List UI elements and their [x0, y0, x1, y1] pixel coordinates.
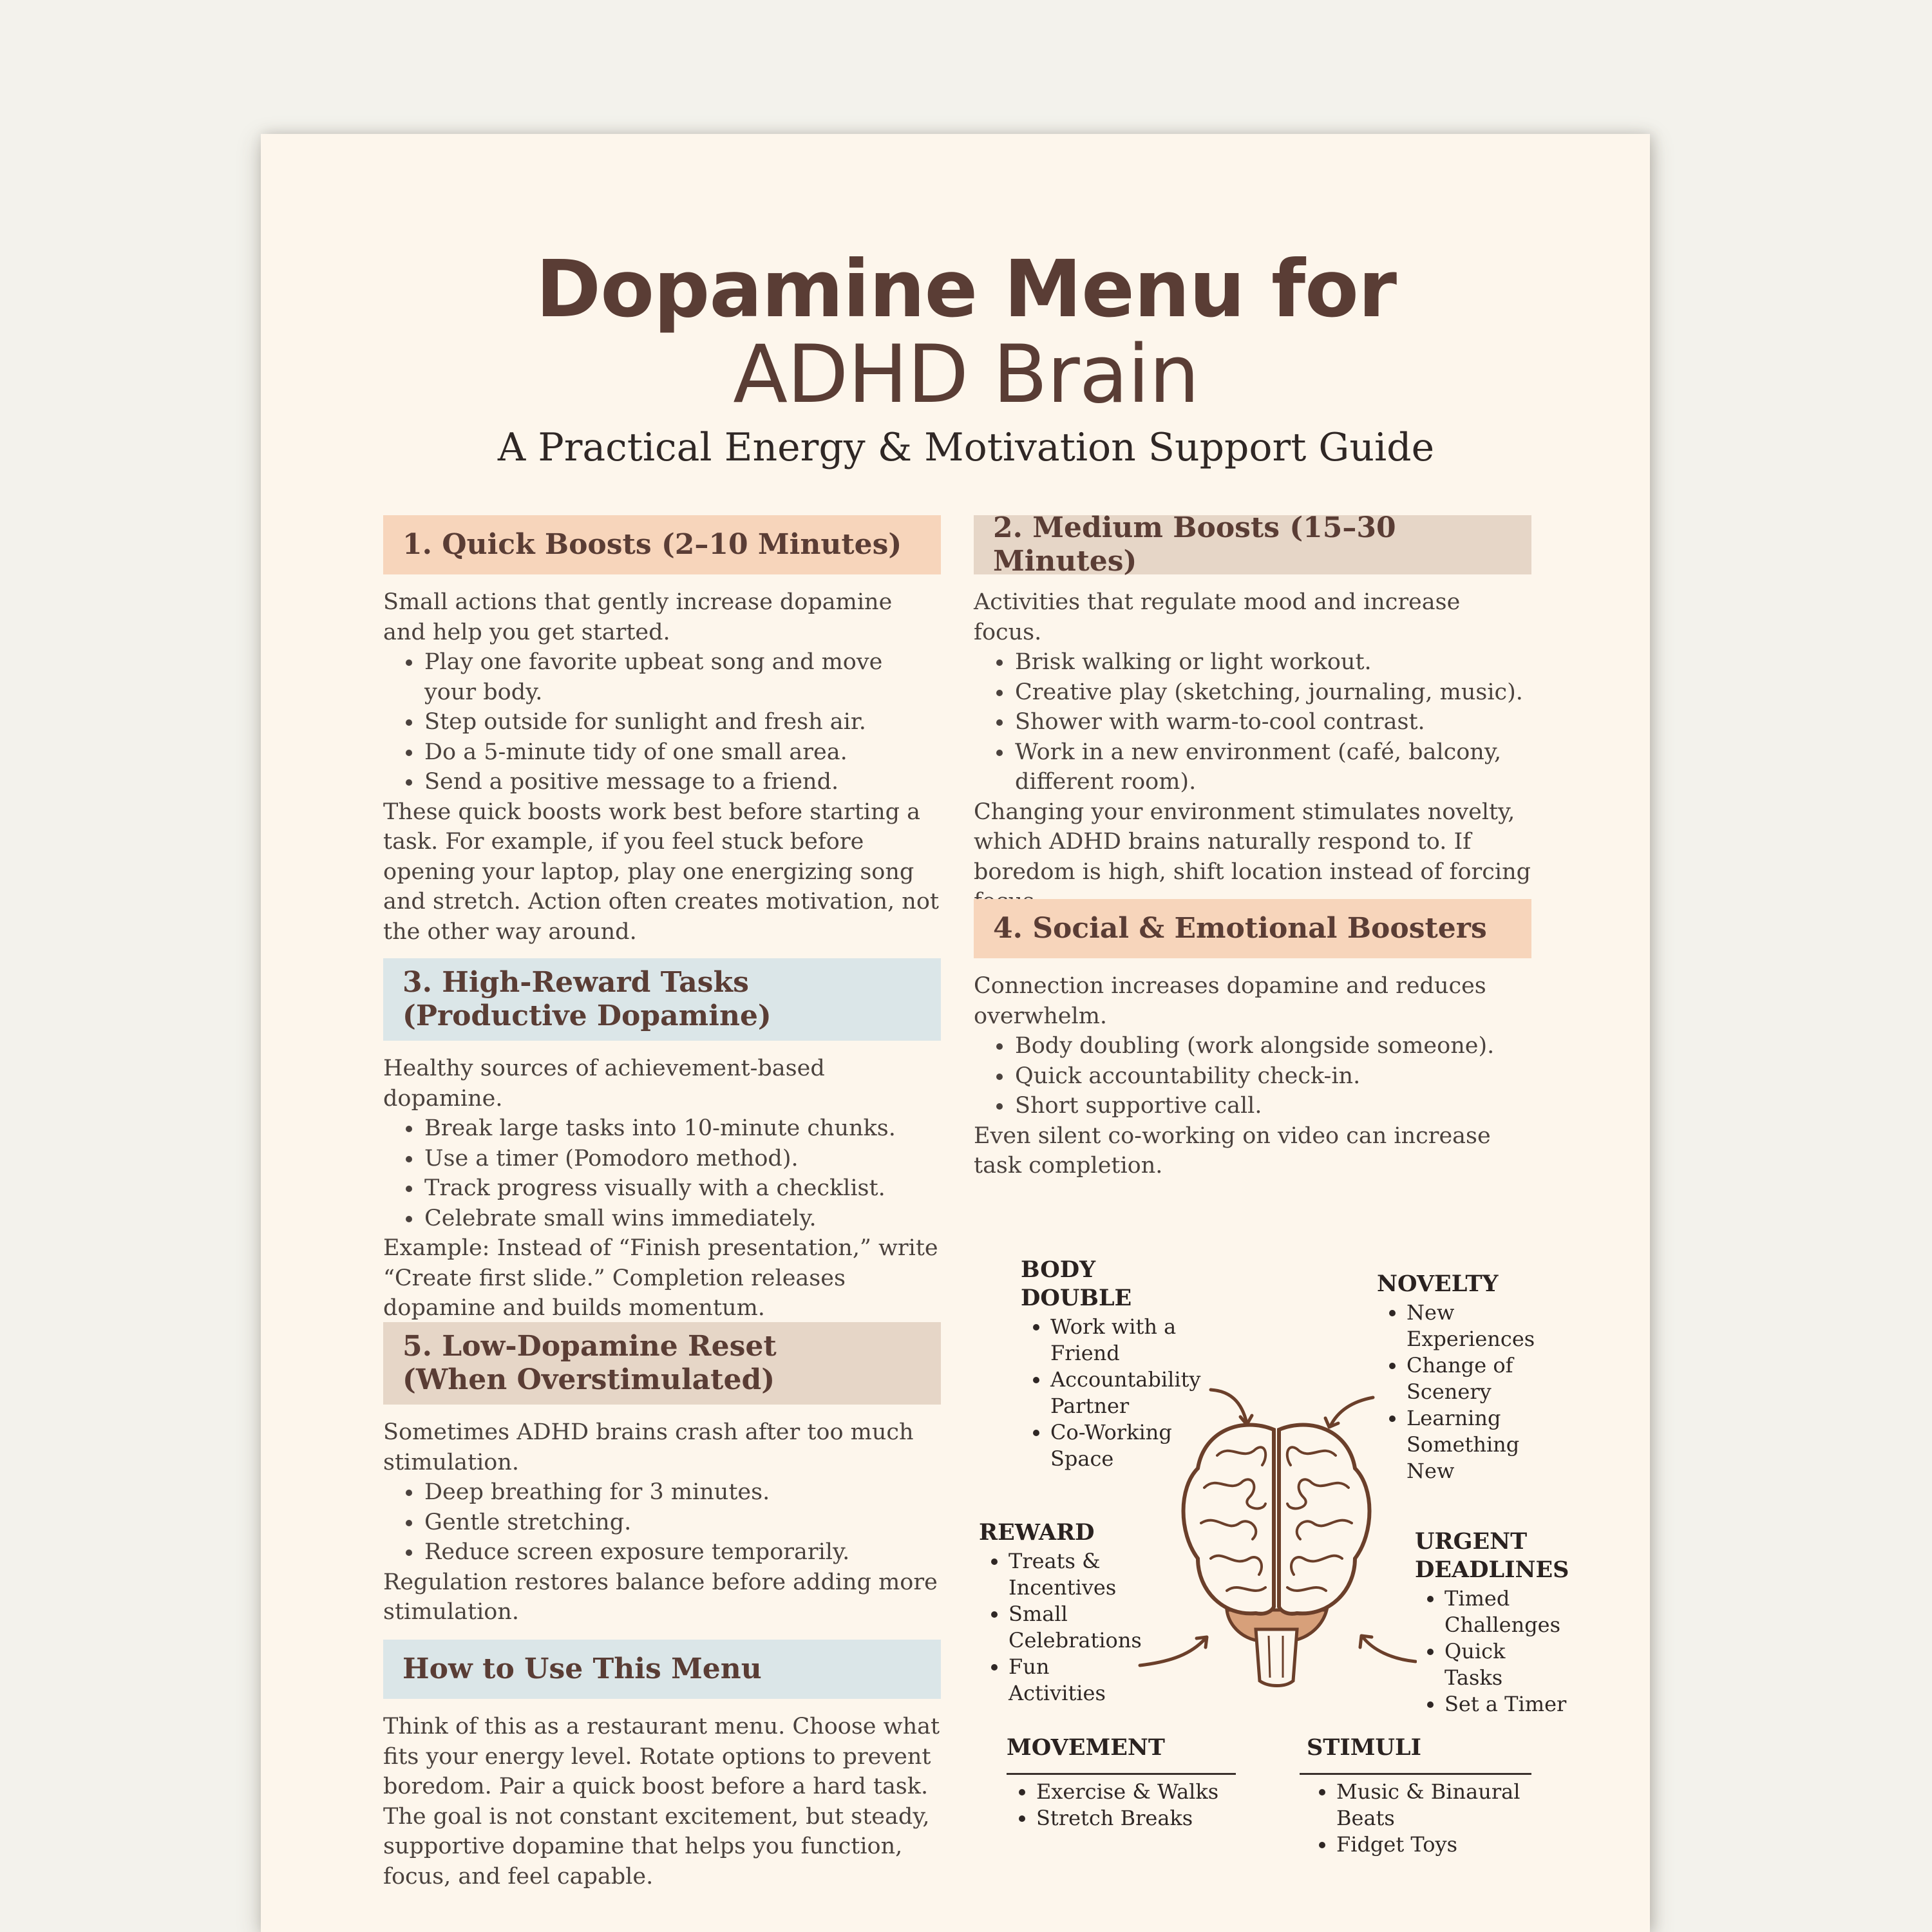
list-item: • Short supportive call. — [1014, 1091, 1531, 1121]
section-intro: Healthy sources of achievement-based dopamine. — [383, 1056, 825, 1112]
heading-line-1: 5. Low-Dopamine Reset — [402, 1330, 777, 1363]
heading-line-2: (Productive Dopamine) — [402, 999, 772, 1032]
list-item: • Brisk walking or light workout. — [1014, 647, 1531, 677]
list-item: • Treats & Incentives — [1009, 1548, 1146, 1601]
title-line-2: ADHD Brain — [733, 328, 1199, 421]
list-item: • Track progress visually with a checklist. — [423, 1173, 941, 1204]
list-item: • Celebrate small wins immediately. — [423, 1204, 941, 1234]
list-item: • Use a timer (Pomodoro method). — [423, 1144, 941, 1174]
list-item: • Accountability Partner — [1050, 1367, 1214, 1419]
diagram-heading-2: DEADLINES — [1415, 1557, 1569, 1583]
bullet-list — [974, 1031, 1531, 1121]
heading-line-1: 3. High-Reward Tasks — [402, 966, 749, 999]
list-item: • Stretch Breaks — [1036, 1805, 1251, 1832]
list-item: • Shower with warm-to-cool contrast. — [1014, 707, 1531, 737]
section-how-to-use — [383, 1640, 956, 1891]
list-item: • Learning Something New — [1406, 1405, 1538, 1484]
list-item: • Fun Activities — [1009, 1654, 1146, 1707]
section-intro: Activities that regulate mood and increase focus. — [974, 589, 1461, 645]
list-item: • Reduce screen exposure temporarily. — [423, 1537, 941, 1567]
list-item: • Step outside for sunlight and fresh air. — [423, 707, 941, 737]
list-item: • Music & Binaural Beats — [1336, 1779, 1564, 1832]
list-item: • Exercise & Walks — [1036, 1779, 1251, 1805]
section-text: Think of this as a restaurant menu. Choose what fits your energy level. Rotate options to prevent boredom. Pair a quick boost before a hard task. The goal is not constant excitement, but steady, supportive dopamine that helps you function, focus, and feel capable. — [383, 1714, 940, 1889]
section-medium-boosts — [974, 511, 1531, 917]
list-item: • Break large tasks into 10-minute chunks. — [423, 1113, 941, 1144]
section-heading — [383, 1322, 941, 1405]
section-outro: Regulation restores balance before adding more stimulation. — [383, 1569, 938, 1625]
section-heading: 1. Quick Boosts (2–10 Minutes) — [383, 515, 941, 574]
section-high-reward — [383, 958, 941, 1323]
section-outro: Changing your environment stimulates novelty, which ADHD brains naturally respond to. If boredom is high, shift location instead of forcing — [974, 799, 1531, 885]
section-heading: How to Use This Menu — [383, 1640, 941, 1699]
diagram-heading: STIMULI — [1307, 1734, 1421, 1761]
diagram-heading: REWARD — [979, 1519, 1095, 1546]
movement-divider — [1007, 1773, 1236, 1775]
section-quick-boosts — [383, 515, 941, 947]
list-item: • Change of Scenery — [1406, 1352, 1538, 1405]
diagram-heading-1: URGENT — [1415, 1528, 1528, 1555]
section-outro: Example: Instead of “Finish presentation,” write “Create first slide.” Completion releases dopamine and builds momentum. — [383, 1235, 938, 1321]
section-intro: Small actions that gently increase dopamine and help you get started. — [383, 589, 893, 645]
list-item: • Body doubling (work alongside someone). — [1014, 1031, 1531, 1061]
section-heading: 2. Medium Boosts (15–30 Minutes) — [974, 515, 1531, 574]
section-social-emotional — [974, 899, 1531, 1181]
section-body — [974, 587, 1531, 917]
list-item: • Gentle stretching. — [423, 1508, 941, 1538]
list-item: • Co-Working Space — [1050, 1419, 1214, 1472]
list-item: • Send a positive message to a friend. — [423, 767, 941, 797]
diagram-reward — [979, 1519, 1146, 1707]
diagram-heading: MOVEMENT — [1007, 1734, 1165, 1761]
brain-icon — [1133, 1378, 1417, 1694]
diagram-urgent-deadlines — [1415, 1528, 1569, 1718]
list-item: • Fidget Toys — [1336, 1832, 1564, 1858]
list-item: • Play one favorite upbeat song and move your body. — [423, 647, 941, 707]
list-item: • Timed Challenges — [1444, 1586, 1569, 1638]
bullet-list — [383, 1113, 941, 1233]
diagram-list — [979, 1548, 1146, 1707]
section-body — [974, 971, 1531, 1181]
list-item: • Quick Tasks — [1444, 1638, 1569, 1691]
section-outro: These quick boosts work best before starting a task. For example, if you feel stuck before opening your laptop, play one energizing song and stretch. Action often creates motivation, not the other way around. — [383, 799, 939, 945]
diagram-list — [1007, 1779, 1251, 1832]
section-body — [383, 1712, 956, 1891]
subtitle: A Practical Energy & Motivation Support Guide — [497, 425, 1435, 470]
diagram-list — [1307, 1779, 1564, 1858]
list-item: • Work with a Friend — [1050, 1314, 1214, 1367]
list-item: • Small Celebrations — [1009, 1601, 1146, 1654]
bullet-list — [974, 647, 1531, 797]
list-item: • Set a Timer — [1444, 1691, 1569, 1718]
list-item: • Work in a new environment (café, balcony, different room). — [1014, 737, 1531, 797]
title-line-1: Dopamine Menu for — [535, 243, 1397, 335]
list-item: • Do a 5-minute tidy of one small area. — [423, 737, 941, 768]
section-heading: 4. Social & Emotional Boosters — [974, 899, 1531, 958]
diagram-heading: BODY DOUBLE — [1021, 1256, 1132, 1311]
diagram-movement — [1007, 1734, 1251, 1832]
list-item: • Deep breathing for 3 minutes. — [423, 1477, 941, 1508]
section-intro: Connection increases dopamine and reduces overwhelm. — [974, 973, 1486, 1029]
bullet-list — [383, 647, 941, 797]
diagram-stimuli — [1307, 1734, 1564, 1858]
list-item: • Quick accountability check-in. — [1014, 1061, 1531, 1092]
diagram-heading: NOVELTY — [1377, 1271, 1499, 1297]
stimuli-divider — [1300, 1773, 1531, 1775]
section-outro: Even silent co-working on video can increase task completion. — [974, 1122, 1491, 1179]
diagram-list — [1415, 1586, 1569, 1718]
list-item: • New Experiences — [1406, 1300, 1538, 1352]
section-body — [383, 1417, 941, 1627]
heading-line-2: (When Overstimulated) — [402, 1363, 775, 1396]
section-heading — [383, 958, 941, 1041]
section-body — [383, 1054, 941, 1323]
section-intro: Sometimes ADHD brains crash after too much stimulation. — [383, 1419, 914, 1475]
bullet-list — [383, 1477, 941, 1567]
list-item: • Creative play (sketching, journaling, music). — [1014, 677, 1531, 708]
section-low-dopamine-reset — [383, 1322, 941, 1627]
section-body — [383, 587, 941, 947]
